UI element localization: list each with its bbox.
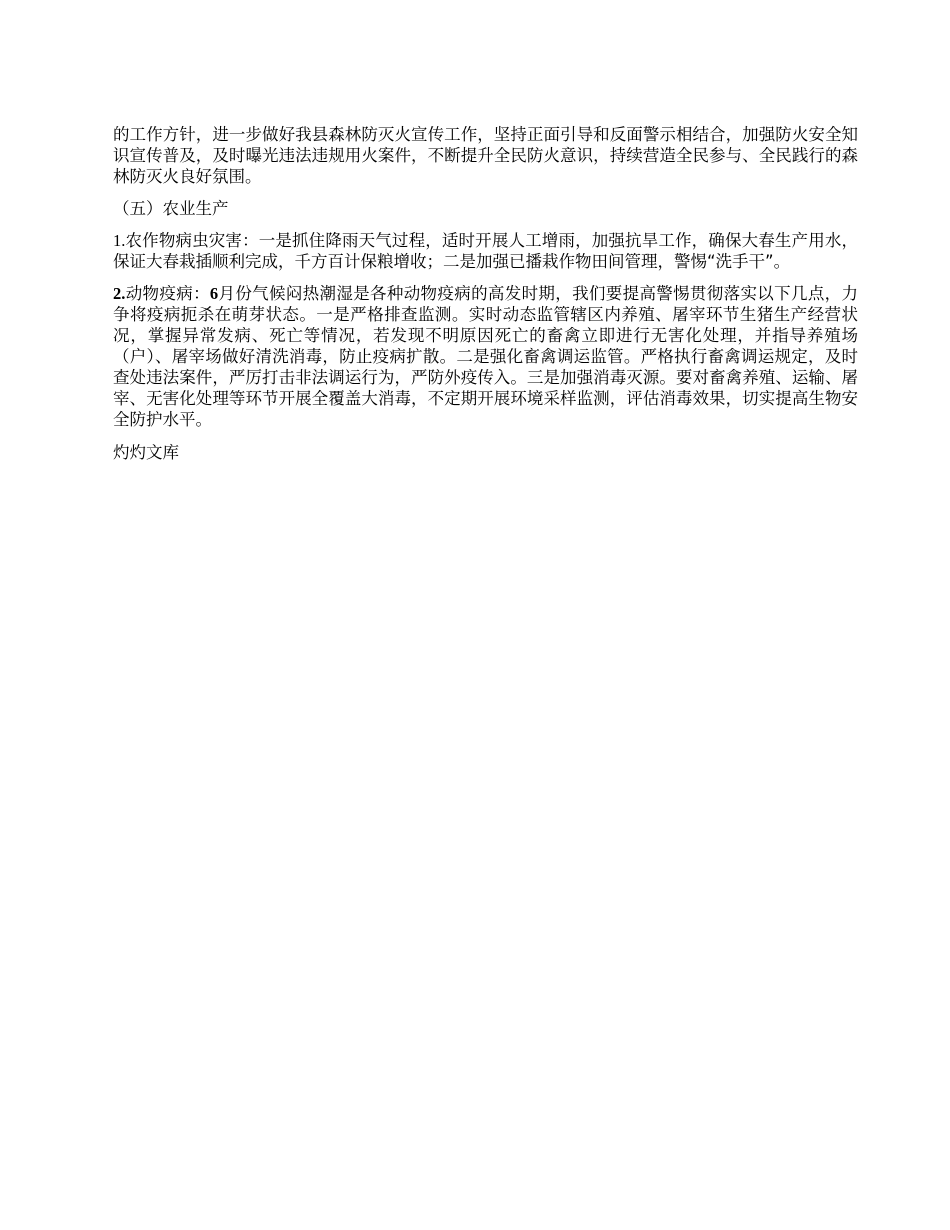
item-number: 2. — [113, 284, 126, 303]
item-number: 1. — [113, 231, 126, 250]
item-animal-disease — [113, 283, 858, 430]
footer-source: 灼灼文库 — [113, 443, 179, 462]
item-crop-pests — [113, 230, 858, 272]
item-text-body: 月份气候闷热潮湿是各种动物疫病的高发时期，我们要提高警惕贯彻落实以下几点，力争将疫病扼杀在萌芽状态。一是严格排查监测。实时动态监管辖区内养殖、屠宰环节生猪生产经营状况，掌握异常发病、死亡等情况，若发现不明原因死亡的畜禽立即进行无害化处理，并指导养殖场（户）、屠宰场做好清洗消毒，防止疫病扩散。二是强化畜禽调运监管。严格执行畜禽调运规定，及时查处违法案件，严厉打击非法调运行为，严防外疫传入。三是加强消毒灭源。要对畜禽养殖、运输、屠宰、无害化处理等环节开展全覆盖大消毒，不定期开展环境采样监测，评估消毒效果，切实提高生物安全防护水平。 — [113, 284, 859, 429]
document-page — [113, 124, 858, 463]
item-text-lead: 动物疫病： — [125, 284, 210, 303]
paragraph-fire-prevention: 的工作方针，进一步做好我县森林防灭火宣传工作，坚持正面引导和反面警示相结合，加强防火安全知识宣传普及，及时曝光违法违规用火案件，不断提升全民防火意识，持续营造全民参与、全民践行的森林防灭火良好氛围。 — [113, 125, 858, 186]
item-text: 农作物病虫灾害：一是抓住降雨天气过程，适时开展人工增雨，加强抗旱工作，确保大春生产用水，保证大春栽插顺利完成，千方百计保粮增收；二是加强已播栽作物田间管理，警惕“洗手干”。 — [113, 231, 858, 271]
section-heading-agriculture: （五）农业生产 — [113, 199, 229, 218]
month-number: 6 — [209, 284, 219, 303]
